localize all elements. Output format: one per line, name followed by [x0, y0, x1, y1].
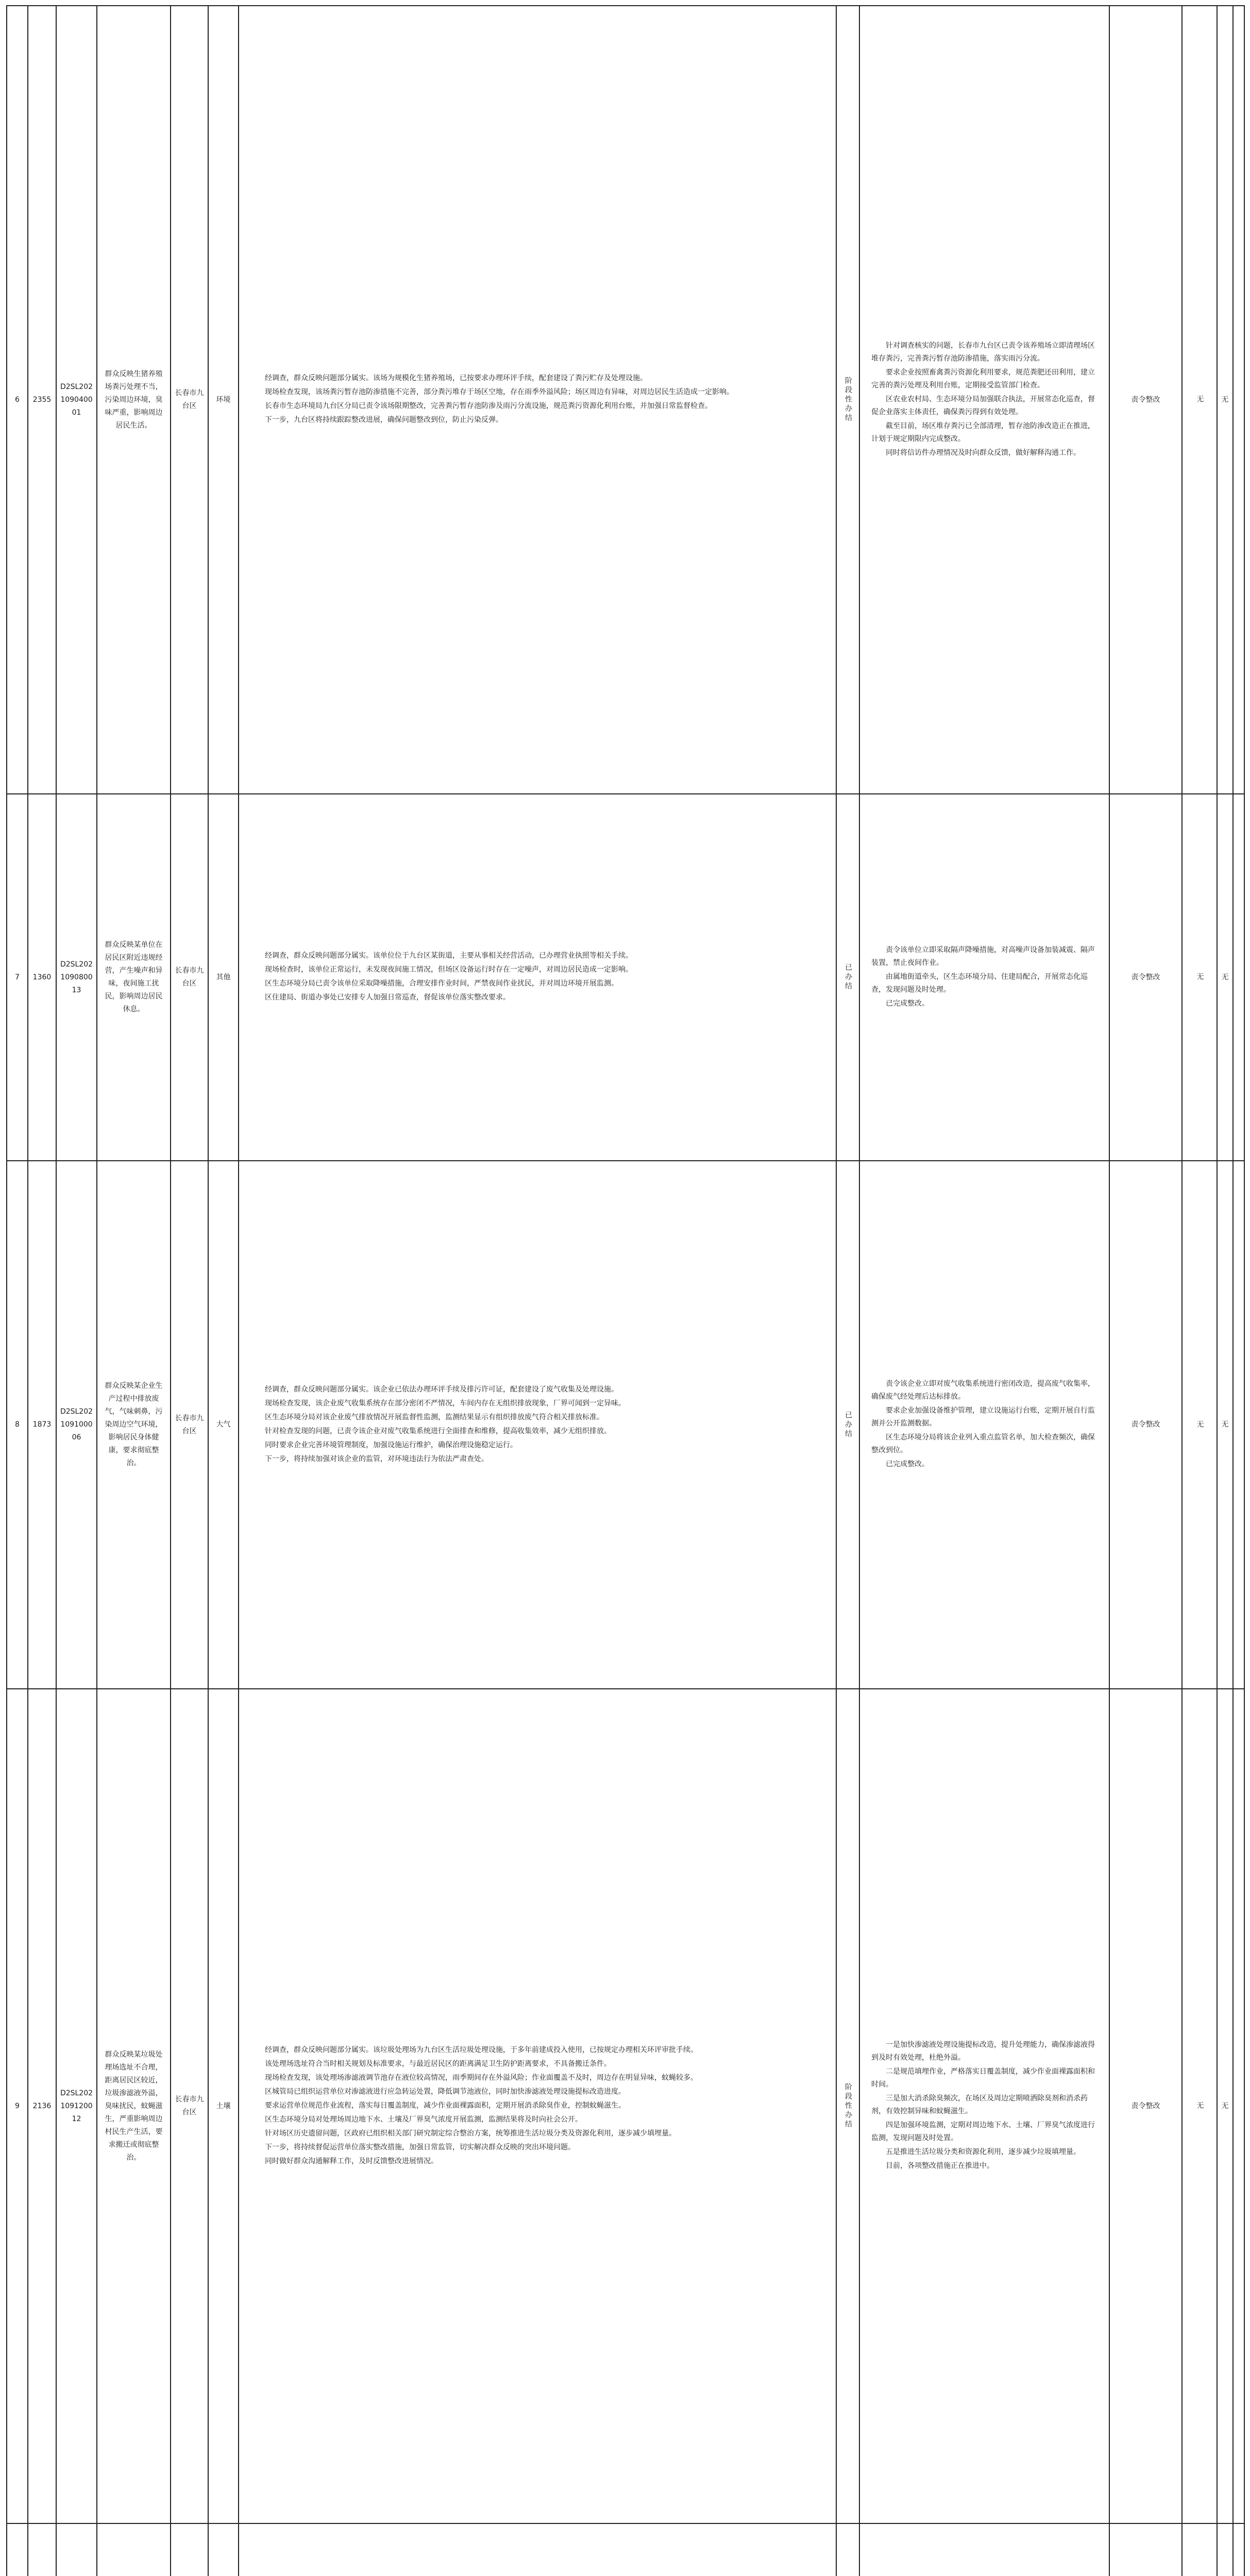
row-responsibility: 无	[1182, 1689, 1217, 2523]
findings-paragraph: 区生态环境分局对该企业废气排放情况开展监督性监测，监测结果显示有组织排放废气符合相关排放标准。	[265, 1413, 604, 1421]
findings-paragraph: 区生态环境分局已责令该单位采取降噪措施，合理安排作业时间，严禁夜间作业扰民，并对周边环境开展监测。	[265, 979, 618, 988]
row-code: D2SL202109040001	[56, 6, 97, 794]
row-complaint	[97, 2523, 171, 2576]
row-id: 2355	[28, 6, 56, 794]
row-result: 责令整改	[1109, 794, 1182, 1161]
row-region: 长春市九台区	[171, 6, 208, 794]
row-extra	[1233, 1689, 1244, 2523]
findings-paragraph: 下一步，将持续加强对该企业的监管，对环境违法行为依法严肃查处。	[265, 1454, 488, 1463]
row-complaint: 群众反映某企业生产过程中排放废气，气味刺鼻，污染周边空气环境，影响居民身体健康，要求彻底整治。	[97, 1161, 171, 1689]
rectification-paragraph: 由属地街道牵头，区生态环境分局、住建局配合，开展常态化巡查，发现问题及时处理。	[871, 972, 1088, 994]
row-findings	[239, 794, 836, 1161]
row-id	[28, 2523, 56, 2576]
findings-paragraph: 现场检查发现，该处理场渗滤液调节池存在液位较高情况，雨季期间存在外溢风险；作业面覆盖不及时，周边存在明显异味，蚊蝇较多。	[265, 2073, 698, 2082]
row-id: 1360	[28, 794, 56, 1161]
rectification-paragraph: 区生态环境分局将该企业列入重点监管名单，加大检查频次，确保整改到位。	[871, 1433, 1095, 1454]
rectification-paragraph: 截至目前，场区堆存粪污已全部清理，暂存池防渗改造正在推进，计划于规定期限内完成整改。	[871, 421, 1095, 443]
findings-paragraph: 区住建局、街道办事处已安排专人加强日常巡查，督促该单位落实整改要求。	[265, 993, 510, 1002]
findings-paragraph: 要求运营单位规范作业流程，落实每日覆盖制度，减少作业面裸露面积，定期开展消杀除臭作业，控制蚊蝇滋生。	[265, 2101, 626, 2110]
row-remark	[1217, 2523, 1233, 2576]
rectification-paragraph: 要求企业按照畜禽粪污资源化利用要求，规范粪肥还田利用，建立完善的粪污处理及利用台账，定期接受监管部门检查。	[871, 368, 1095, 389]
findings-paragraph: 该处理场选址符合当时相关规划及标准要求，与最近居民区的距离满足卫生防护距离要求，不具备搬迁条件。	[265, 2059, 611, 2068]
row-id: 2136	[28, 1689, 56, 2523]
rectification-paragraph: 一是加快渗滤液处理设施提标改造，提升处理能力，确保渗滤液得到及时有效处理，杜绝外溢。	[871, 2041, 1095, 2062]
findings-paragraph: 经调查，群众反映问题部分属实。该场为规模化生猪养殖场，已按要求办理环评手续，配套建设了粪污贮存及处理设施。	[265, 374, 647, 382]
row-extra	[1233, 1161, 1244, 1689]
row-remark: 无	[1217, 794, 1233, 1161]
table-row	[7, 1161, 1244, 1689]
row-responsibility: 无	[1182, 6, 1217, 794]
findings-paragraph: 经调查，群众反映问题部分属实。该垃圾处理场为九台区生活垃圾处理设施，于多年前建成投入使用，已按规定办理相关环评审批手续。	[265, 2045, 698, 2054]
rectification-paragraph: 针对调查核实的问题，长春市九台区已责令该养殖场立即清理场区堆存粪污，完善粪污暂存池防渗措施，落实雨污分流。	[871, 341, 1095, 363]
rectification-paragraph: 要求企业加强设备维护管理，建立设施运行台账，定期开展自行监测并公开监测数据。	[871, 1406, 1095, 1428]
row-type: 土壤	[208, 1689, 239, 2523]
row-responsibility	[1182, 2523, 1217, 2576]
table-row	[7, 1689, 1244, 2523]
row-rectification	[859, 1689, 1109, 2523]
rectification-paragraph: 五是推进生活垃圾分类和资源化利用，逐步减少垃圾填埋量。	[886, 2148, 1080, 2156]
row-rectification	[859, 6, 1109, 794]
findings-paragraph: 现场检查发现，该场粪污暂存池防渗措施不完善，部分粪污堆存于场区空地，存在雨季外溢风险；场区周边有异味，对周边居民生活造成一定影响。	[265, 388, 734, 396]
row-remark: 无	[1217, 1689, 1233, 2523]
findings-paragraph: 经调查，群众反映问题部分属实。该企业已依法办理环评手续及排污许可证，配套建设了废气收集及处理设施。	[265, 1385, 618, 1394]
rectification-paragraph: 已完成整改。	[886, 999, 929, 1008]
row-extra	[1233, 794, 1244, 1161]
row-responsibility: 无	[1182, 1161, 1217, 1689]
rectification-paragraph: 已完成整改。	[886, 1460, 929, 1468]
rectification-paragraph: 三是加大消杀除臭频次，在场区及周边定期喷洒除臭剂和消杀药剂，有效控制异味和蚊蝇滋生。	[871, 2094, 1088, 2115]
row-code: D2SL202109120012	[56, 1689, 97, 2523]
rectification-paragraph: 二是规范填埋作业，严格落实日覆盖制度，减少作业面裸露面积和时间。	[871, 2067, 1095, 2089]
findings-paragraph: 现场检查时，该单位正常运行，未发现夜间施工情况，但场区设备运行时存在一定噪声，对周边居民造成一定影响。	[265, 965, 633, 974]
rectification-paragraph: 同时将信访件办理情况及时向群众反馈，做好解释沟通工作。	[886, 448, 1080, 457]
findings-paragraph: 同时做好群众沟通解释工作，及时反馈整改进展情况。	[265, 2157, 438, 2165]
table-row	[7, 794, 1244, 1161]
row-region	[171, 2523, 208, 2576]
row-extra	[1233, 6, 1244, 794]
row-code: D2SL202109100006	[56, 1161, 97, 1689]
findings-paragraph: 下一步，将持续督促运营单位落实整改措施，加强日常监管，切实解决群众反映的突出环境问题。	[265, 2143, 575, 2151]
row-result: 责令整改	[1109, 1689, 1182, 2523]
rectification-paragraph: 目前，各项整改措施正在推进中。	[886, 2162, 994, 2170]
row-seq	[7, 2523, 28, 2576]
rectification-paragraph: 区农业农村局、生态环境分局加强联合执法，开展常态化巡查，督促企业落实主体责任，确保粪污得到有效处理。	[871, 395, 1095, 416]
row-result: 责令整改	[1109, 6, 1182, 794]
row-seq: 8	[7, 1161, 28, 1689]
row-type	[208, 2523, 239, 2576]
row-type: 大气	[208, 1161, 239, 1689]
row-rectification	[859, 794, 1109, 1161]
row-findings	[239, 1689, 836, 2523]
row-seq: 9	[7, 1689, 28, 2523]
row-findings	[239, 1161, 836, 1689]
row-responsibility: 无	[1182, 794, 1217, 1161]
row-findings	[239, 6, 836, 794]
row-remark: 无	[1217, 6, 1233, 794]
row-status	[836, 2523, 859, 2576]
row-complaint: 群众反映生猪养殖场粪污处理不当，污染周边环境，臭味严重，影响周边居民生活。	[97, 6, 171, 794]
row-status: 阶段性办结	[836, 1689, 859, 2523]
findings-paragraph: 区城管局已组织运营单位对渗滤液进行应急转运处置，降低调节池液位，同时加快渗滤液处理设施提标改造进度。	[265, 2087, 626, 2096]
row-code	[56, 2523, 97, 2576]
findings-paragraph: 区生态环境分局对处理场周边地下水、土壤及厂界臭气浓度开展监测，监测结果将及时向社会公开。	[265, 2115, 582, 2124]
row-rectification	[859, 2523, 1109, 2576]
row-type: 环境	[208, 6, 239, 794]
rectification-paragraph: 四是加强环境监测，定期对周边地下水、土壤、厂界臭气浓度进行监测，发现问题及时处置。	[871, 2121, 1095, 2142]
row-result	[1109, 2523, 1182, 2576]
row-status: 已办结	[836, 794, 859, 1161]
row-type: 其他	[208, 794, 239, 1161]
findings-paragraph: 经调查，群众反映问题部分属实。该单位位于九台区某街道，主要从事相关经营活动，已办理营业执照等相关手续。	[265, 952, 633, 960]
row-region: 长春市九台区	[171, 1161, 208, 1689]
row-complaint: 群众反映某单位在居民区附近违规经营，产生噪声和异味，夜间施工扰民，影响周边居民休息。	[97, 794, 171, 1161]
findings-paragraph: 针对检查发现的问题，已责令该企业对废气收集系统进行全面排查和维修，提高收集效率，减少无组织排放。	[265, 1427, 611, 1435]
row-id: 1873	[28, 1161, 56, 1689]
row-remark: 无	[1217, 1161, 1233, 1689]
findings-paragraph: 下一步，九台区将持续跟踪整改进展，确保问题整改到位，防止污染反弹。	[265, 416, 503, 424]
table-row	[7, 6, 1244, 794]
row-region: 长春市九台区	[171, 794, 208, 1161]
row-seq: 6	[7, 6, 28, 794]
row-complaint: 群众反映某垃圾处理场选址不合理，距离居民区较近，垃圾渗滤液外溢，臭味扰民，蚊蝇滋生，严重影响周边村民生产生活，要求搬迁或彻底整治。	[97, 1689, 171, 2523]
row-region: 长春市九台区	[171, 1689, 208, 2523]
row-seq: 7	[7, 794, 28, 1161]
petition-table	[6, 5, 1245, 2576]
findings-paragraph: 同时要求企业完善环境管理制度，加强设施运行维护，确保治理设施稳定运行。	[265, 1440, 517, 1449]
row-status: 已办结	[836, 1161, 859, 1689]
rectification-paragraph: 责令该企业立即对废气收集系统进行密闭改造，提高废气收集率，确保废气经处理后达标排放。	[871, 1380, 1095, 1401]
findings-paragraph: 现场检查发现，该企业废气收集系统存在部分密闭不严情况，车间内存在无组织排放现象，厂界可闻到一定异味。	[265, 1399, 626, 1408]
row-result: 责令整改	[1109, 1161, 1182, 1689]
row-findings	[239, 2523, 836, 2576]
rectification-paragraph: 责令该单位立即采取隔声降噪措施，对高噪声设备加装减震、隔声装置，禁止夜间作业。	[871, 945, 1095, 967]
row-rectification	[859, 1161, 1109, 1689]
row-extra	[1233, 2523, 1244, 2576]
findings-paragraph: 针对场区历史遗留问题，区政府已组织相关部门研究制定综合整治方案，统筹推进生活垃圾分类及资源化利用，逐步减少填埋量。	[265, 2129, 676, 2138]
table-row	[7, 2523, 1244, 2576]
row-status: 阶段性办结	[836, 6, 859, 794]
row-code: D2SL202109080013	[56, 794, 97, 1161]
findings-paragraph: 长春市生态环境局九台区分局已责令该场限期整改，完善粪污暂存池防渗及雨污分流设施，规范粪污资源化利用台账，并加强日常监督检查。	[265, 402, 712, 410]
